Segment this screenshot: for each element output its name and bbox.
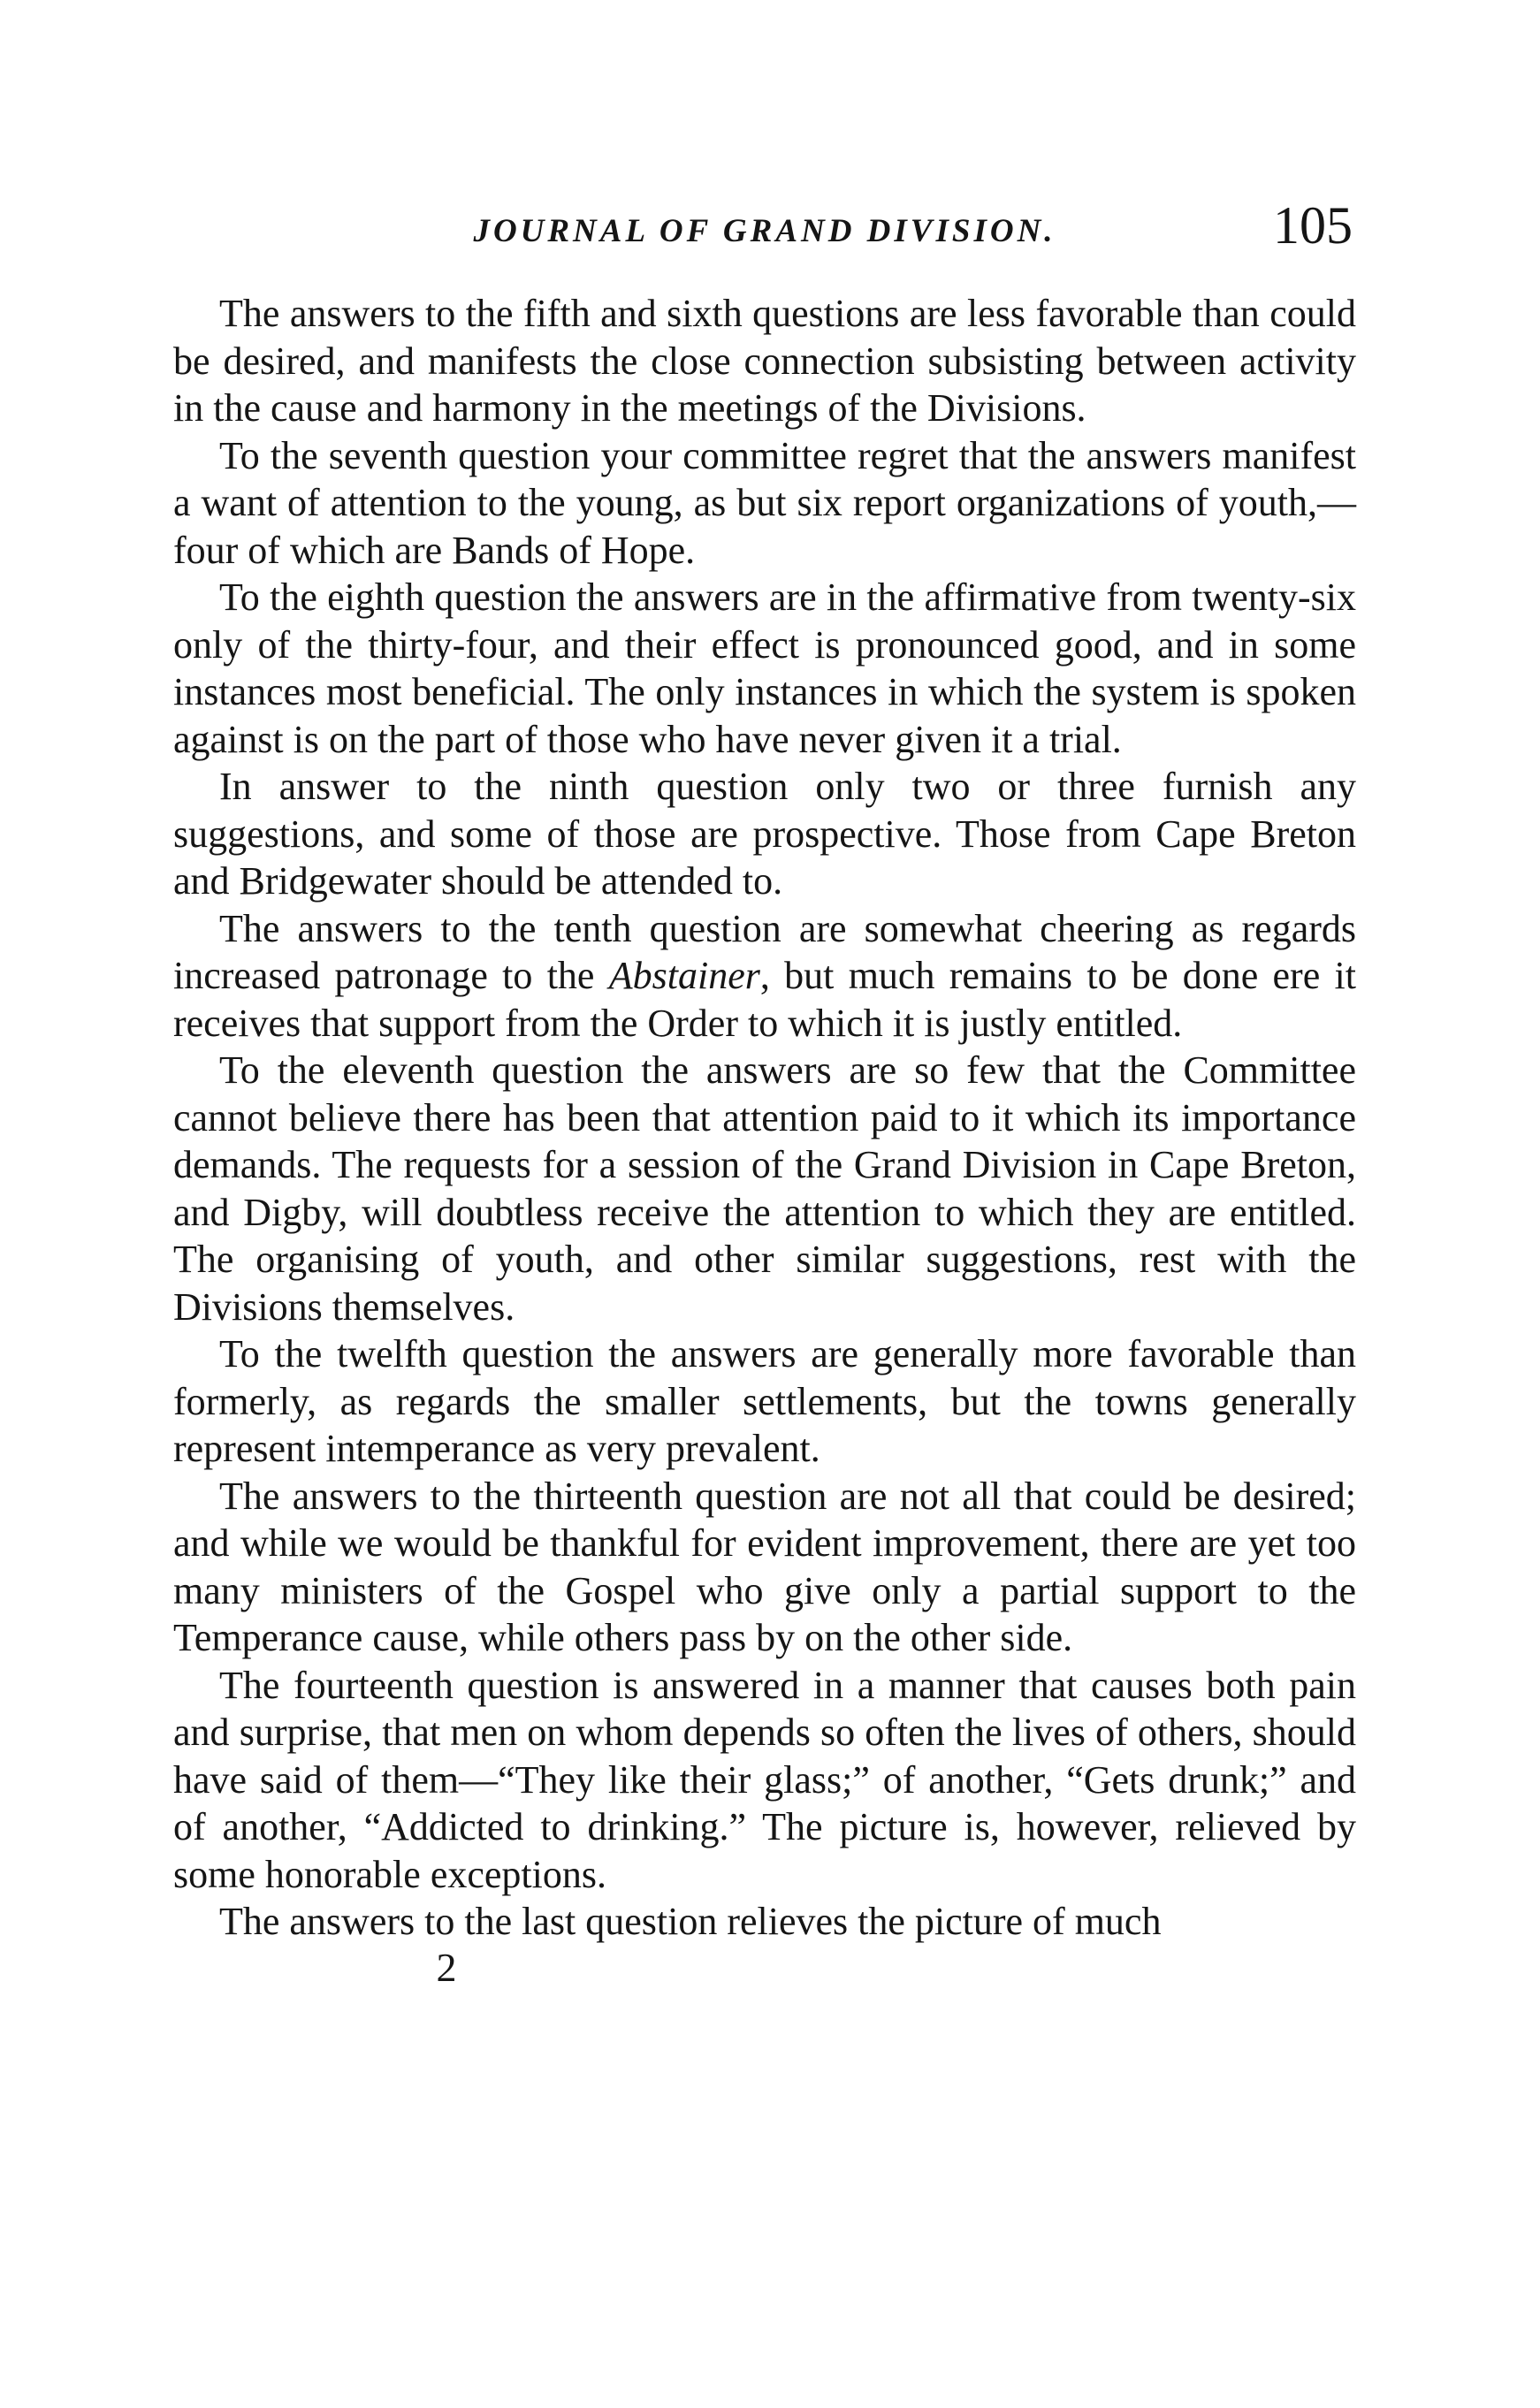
paragraph-twelfth-question: To the twelfth question the answers are generally more favorable than formerly, as regards the smaller settlements, but the towns generally represent intemperance as very prevalent.: [173, 1332, 1356, 1470]
running-title: JOURNAL OF GRAND DIVISION.: [473, 213, 1056, 249]
signature-mark: 2: [436, 1944, 457, 1990]
paragraph-ninth-question: In answer to the ninth question only two or three furnish any suggestions, and some of those are prospective. Those from Cape Breton and Bridgewater should be attended to.: [173, 765, 1356, 903]
paragraph-eleventh-question: To the eleventh question the answers are so few that the Committee cannot believe there has been that attention paid to it which its importance demands. The requests for a session of the Grand Division in Cape Breton, and Digby, will doubtless receive the attention to which they are entitled. The organising of youth, and other similar suggestions, rest with the Divisions themselves.: [173, 1048, 1356, 1329]
abstainer-title: Abstainer: [608, 954, 760, 997]
page-number: 105: [1273, 196, 1353, 255]
paragraph-seventh-question: To the seventh question your committee regret that the answers manifest a want of attention to the young, as but six report organizations of youth,—four of which are Bands of Hope.: [173, 433, 1356, 572]
paragraph-eighth-question: To the eighth question the answers are in the affirmative from twenty-six only of the thirty-four, and their effect is pronounced good, and in some instances most beneficial. The only instances in which the system is spoken against is on the part of those who have never given it a trial.: [173, 575, 1356, 761]
paragraph-last-question: The answers to the last question relieves the picture of much: [219, 1900, 1162, 1943]
tenth-question-text-end: , but much remains to be done ere it receives that support from the Order to which it is justly entitled.: [173, 954, 1356, 1045]
paragraph-fifth-sixth-questions: The answers to the fifth and sixth questions are less favorable than could be desired, and manifests the close connection subsisting between activity in the cause and harmony in the meetings of the Divisions.: [173, 292, 1356, 430]
paragraph-tenth-question: [173, 905, 1356, 1048]
paragraph-thirteenth-question: The answers to the thirteenth question are not all that could be desired; and while we would be thankful for evident improvement, there are yet too many ministers of the Gospel who give only a partial support to the Temperance cause, while others pass by on the other side.: [173, 1474, 1356, 1659]
page-header: [173, 191, 1356, 271]
paragraph-fourteenth-question: The fourteenth question is answered in a manner that causes both pain and surprise, that men on whom depends so often the lives of others, should have said of them—“They like their glass;” of another, “Gets drunk;” and of another, “Addicted to drinking.” The picture is, however, relieved by some honorable exceptions.: [173, 1663, 1356, 1896]
page: [173, 191, 1356, 1990]
tenth-question-text-start: The answers to the tenth question are somewhat cheering as regards increased patronage to the: [173, 906, 1356, 997]
body-text: [173, 290, 1356, 1946]
